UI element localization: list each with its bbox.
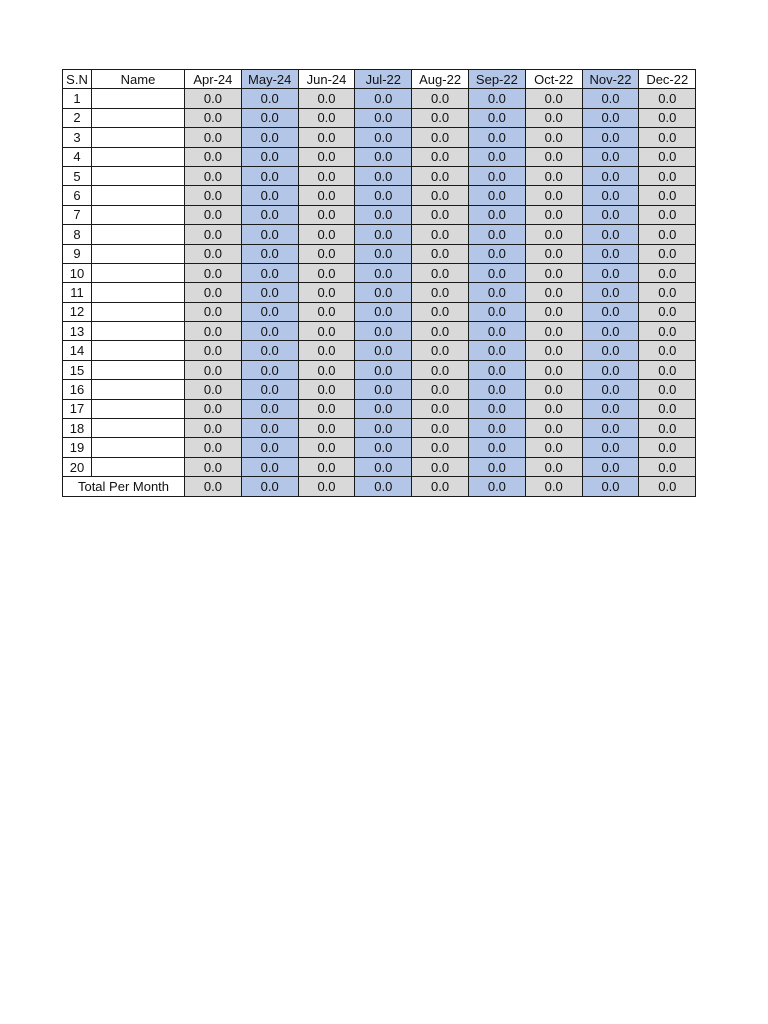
month-header[interactable]: Jul-22	[355, 70, 412, 89]
value-cell[interactable]: 0.0	[468, 108, 525, 127]
table-row	[63, 128, 696, 147]
name-cell[interactable]	[92, 399, 185, 418]
value-cell[interactable]: 0.0	[468, 205, 525, 224]
total-value-cell[interactable]: 0.0	[412, 477, 469, 496]
table-row	[63, 457, 696, 476]
value-cell[interactable]: 0.0	[582, 186, 639, 205]
value-cell[interactable]: 0.0	[355, 438, 412, 457]
value-cell[interactable]: 0.0	[525, 205, 582, 224]
value-cell[interactable]: 0.0	[298, 360, 355, 379]
value-cell[interactable]: 0.0	[468, 360, 525, 379]
value-cell[interactable]: 0.0	[639, 341, 696, 360]
value-cell[interactable]: 0.0	[355, 147, 412, 166]
table-row	[63, 380, 696, 399]
value-cell[interactable]: 0.0	[355, 166, 412, 185]
value-cell[interactable]: 0.0	[582, 263, 639, 282]
value-cell[interactable]: 0.0	[468, 419, 525, 438]
value-cell[interactable]: 0.0	[639, 147, 696, 166]
value-cell[interactable]: 0.0	[185, 108, 242, 127]
value-cell[interactable]: 0.0	[582, 380, 639, 399]
month-header[interactable]: Nov-22	[582, 70, 639, 89]
value-cell[interactable]: 0.0	[468, 341, 525, 360]
value-cell[interactable]: 0.0	[185, 419, 242, 438]
sn-cell[interactable]: 3	[63, 128, 92, 147]
value-cell[interactable]: 0.0	[639, 108, 696, 127]
value-cell[interactable]: 0.0	[412, 186, 469, 205]
value-cell[interactable]: 0.0	[525, 225, 582, 244]
table-row	[63, 263, 696, 282]
value-cell[interactable]: 0.0	[298, 302, 355, 321]
table-row	[63, 108, 696, 127]
value-cell[interactable]: 0.0	[412, 263, 469, 282]
value-cell[interactable]: 0.0	[241, 283, 298, 302]
name-header[interactable]: Name	[92, 70, 185, 89]
total-value-cell[interactable]: 0.0	[468, 477, 525, 496]
name-cell[interactable]	[92, 147, 185, 166]
value-cell[interactable]: 0.0	[185, 283, 242, 302]
value-cell[interactable]: 0.0	[355, 89, 412, 108]
value-cell[interactable]: 0.0	[639, 128, 696, 147]
value-cell[interactable]: 0.0	[582, 166, 639, 185]
name-cell[interactable]	[92, 380, 185, 399]
value-cell[interactable]: 0.0	[185, 186, 242, 205]
sn-cell[interactable]: 2	[63, 108, 92, 127]
value-cell[interactable]: 0.0	[241, 457, 298, 476]
value-cell[interactable]: 0.0	[525, 302, 582, 321]
name-cell[interactable]	[92, 457, 185, 476]
value-cell[interactable]: 0.0	[412, 438, 469, 457]
sn-cell[interactable]: 8	[63, 225, 92, 244]
sn-cell[interactable]: 16	[63, 380, 92, 399]
value-cell[interactable]: 0.0	[639, 244, 696, 263]
value-cell[interactable]: 0.0	[582, 322, 639, 341]
value-cell[interactable]: 0.0	[582, 225, 639, 244]
value-cell[interactable]: 0.0	[412, 419, 469, 438]
value-cell[interactable]: 0.0	[468, 322, 525, 341]
value-cell[interactable]: 0.0	[355, 302, 412, 321]
value-cell[interactable]: 0.0	[525, 380, 582, 399]
table-row	[63, 166, 696, 185]
name-cell[interactable]	[92, 166, 185, 185]
value-cell[interactable]: 0.0	[241, 108, 298, 127]
table-row	[63, 419, 696, 438]
value-cell[interactable]: 0.0	[468, 128, 525, 147]
total-value-cell[interactable]: 0.0	[582, 477, 639, 496]
value-cell[interactable]: 0.0	[639, 399, 696, 418]
sn-cell[interactable]: 13	[63, 322, 92, 341]
name-cell[interactable]	[92, 205, 185, 224]
value-cell[interactable]: 0.0	[582, 360, 639, 379]
value-cell[interactable]: 0.0	[298, 283, 355, 302]
value-cell[interactable]: 0.0	[185, 322, 242, 341]
table-row	[63, 302, 696, 321]
name-cell[interactable]	[92, 283, 185, 302]
table-row	[63, 341, 696, 360]
value-cell[interactable]: 0.0	[298, 399, 355, 418]
value-cell[interactable]: 0.0	[525, 166, 582, 185]
value-cell[interactable]: 0.0	[412, 380, 469, 399]
value-cell[interactable]: 0.0	[525, 89, 582, 108]
value-cell[interactable]: 0.0	[241, 419, 298, 438]
month-header[interactable]: Jun-24	[298, 70, 355, 89]
sn-cell[interactable]: 15	[63, 360, 92, 379]
value-cell[interactable]: 0.0	[298, 322, 355, 341]
sn-cell[interactable]: 17	[63, 399, 92, 418]
value-cell[interactable]: 0.0	[241, 341, 298, 360]
value-cell[interactable]: 0.0	[298, 128, 355, 147]
header-row	[63, 70, 696, 89]
table-row	[63, 322, 696, 341]
name-cell[interactable]	[92, 244, 185, 263]
value-cell[interactable]: 0.0	[639, 302, 696, 321]
value-cell[interactable]: 0.0	[241, 380, 298, 399]
value-cell[interactable]: 0.0	[525, 399, 582, 418]
month-header[interactable]: Sep-22	[468, 70, 525, 89]
total-value-cell[interactable]: 0.0	[241, 477, 298, 496]
value-cell[interactable]: 0.0	[185, 147, 242, 166]
value-cell[interactable]: 0.0	[582, 108, 639, 127]
value-cell[interactable]: 0.0	[468, 399, 525, 418]
value-cell[interactable]: 0.0	[639, 186, 696, 205]
value-cell[interactable]: 0.0	[582, 341, 639, 360]
table-row	[63, 205, 696, 224]
value-cell[interactable]: 0.0	[582, 438, 639, 457]
value-cell[interactable]: 0.0	[241, 128, 298, 147]
total-value-cell[interactable]: 0.0	[355, 477, 412, 496]
value-cell[interactable]: 0.0	[525, 322, 582, 341]
value-cell[interactable]: 0.0	[185, 166, 242, 185]
value-cell[interactable]: 0.0	[185, 457, 242, 476]
value-cell[interactable]: 0.0	[298, 147, 355, 166]
value-cell[interactable]: 0.0	[355, 341, 412, 360]
sn-cell[interactable]: 20	[63, 457, 92, 476]
value-cell[interactable]: 0.0	[468, 225, 525, 244]
month-header[interactable]: Apr-24	[185, 70, 242, 89]
value-cell[interactable]: 0.0	[412, 341, 469, 360]
value-cell[interactable]: 0.0	[241, 147, 298, 166]
value-cell[interactable]: 0.0	[639, 438, 696, 457]
value-cell[interactable]: 0.0	[298, 263, 355, 282]
value-cell[interactable]: 0.0	[241, 399, 298, 418]
value-cell[interactable]: 0.0	[639, 263, 696, 282]
table-row	[63, 225, 696, 244]
name-cell[interactable]	[92, 438, 185, 457]
value-cell[interactable]: 0.0	[185, 302, 242, 321]
value-cell[interactable]: 0.0	[298, 244, 355, 263]
sn-cell[interactable]: 12	[63, 302, 92, 321]
name-cell[interactable]	[92, 128, 185, 147]
value-cell[interactable]: 0.0	[412, 322, 469, 341]
total-value-cell[interactable]: 0.0	[185, 477, 242, 496]
sn-cell[interactable]: 18	[63, 419, 92, 438]
value-cell[interactable]: 0.0	[525, 360, 582, 379]
table-row	[63, 89, 696, 108]
sn-cell[interactable]: 7	[63, 205, 92, 224]
name-cell[interactable]	[92, 419, 185, 438]
value-cell[interactable]: 0.0	[639, 457, 696, 476]
total-label[interactable]: Total Per Month	[63, 477, 185, 496]
value-cell[interactable]: 0.0	[355, 322, 412, 341]
table-row	[63, 244, 696, 263]
value-cell[interactable]: 0.0	[412, 147, 469, 166]
value-cell[interactable]: 0.0	[241, 360, 298, 379]
sn-cell[interactable]: 14	[63, 341, 92, 360]
value-cell[interactable]: 0.0	[639, 166, 696, 185]
sn-cell[interactable]: 19	[63, 438, 92, 457]
value-cell[interactable]: 0.0	[298, 419, 355, 438]
value-cell[interactable]: 0.0	[355, 263, 412, 282]
table-row	[63, 186, 696, 205]
value-cell[interactable]: 0.0	[185, 89, 242, 108]
value-cell[interactable]: 0.0	[468, 186, 525, 205]
value-cell[interactable]: 0.0	[525, 244, 582, 263]
value-cell[interactable]: 0.0	[412, 302, 469, 321]
table-row	[63, 147, 696, 166]
value-cell[interactable]: 0.0	[582, 283, 639, 302]
value-cell[interactable]: 0.0	[468, 166, 525, 185]
value-cell[interactable]: 0.0	[468, 283, 525, 302]
value-cell[interactable]: 0.0	[298, 457, 355, 476]
value-cell[interactable]: 0.0	[582, 302, 639, 321]
value-cell[interactable]: 0.0	[639, 380, 696, 399]
total-value-cell[interactable]: 0.0	[639, 477, 696, 496]
name-cell[interactable]	[92, 341, 185, 360]
value-cell[interactable]: 0.0	[525, 457, 582, 476]
sn-cell[interactable]: 5	[63, 166, 92, 185]
value-cell[interactable]: 0.0	[241, 438, 298, 457]
value-cell[interactable]: 0.0	[412, 244, 469, 263]
value-cell[interactable]: 0.0	[468, 302, 525, 321]
name-cell[interactable]	[92, 186, 185, 205]
value-cell[interactable]: 0.0	[185, 438, 242, 457]
value-cell[interactable]: 0.0	[412, 205, 469, 224]
value-cell[interactable]: 0.0	[468, 380, 525, 399]
sn-cell[interactable]: 11	[63, 283, 92, 302]
value-cell[interactable]: 0.0	[355, 457, 412, 476]
value-cell[interactable]: 0.0	[185, 399, 242, 418]
sn-cell[interactable]: 1	[63, 89, 92, 108]
value-cell[interactable]: 0.0	[525, 341, 582, 360]
value-cell[interactable]: 0.0	[241, 166, 298, 185]
sn-cell[interactable]: 6	[63, 186, 92, 205]
value-cell[interactable]: 0.0	[298, 438, 355, 457]
spreadsheet-table	[62, 69, 696, 497]
value-cell[interactable]: 0.0	[298, 341, 355, 360]
value-cell[interactable]: 0.0	[639, 225, 696, 244]
table-row	[63, 360, 696, 379]
sn-cell[interactable]: 4	[63, 147, 92, 166]
value-cell[interactable]: 0.0	[639, 322, 696, 341]
table-row	[63, 283, 696, 302]
value-cell[interactable]: 0.0	[298, 186, 355, 205]
value-cell[interactable]: 0.0	[185, 380, 242, 399]
value-cell[interactable]: 0.0	[525, 283, 582, 302]
value-cell[interactable]: 0.0	[412, 360, 469, 379]
name-cell[interactable]	[92, 89, 185, 108]
value-cell[interactable]: 0.0	[468, 438, 525, 457]
value-cell[interactable]: 0.0	[355, 380, 412, 399]
value-cell[interactable]: 0.0	[468, 147, 525, 166]
value-cell[interactable]: 0.0	[525, 263, 582, 282]
value-cell[interactable]: 0.0	[241, 225, 298, 244]
value-cell[interactable]: 0.0	[412, 128, 469, 147]
value-cell[interactable]: 0.0	[298, 89, 355, 108]
value-cell[interactable]: 0.0	[355, 186, 412, 205]
month-header[interactable]: Oct-22	[525, 70, 582, 89]
name-cell[interactable]	[92, 108, 185, 127]
value-cell[interactable]: 0.0	[355, 399, 412, 418]
value-cell[interactable]: 0.0	[241, 263, 298, 282]
value-cell[interactable]: 0.0	[525, 128, 582, 147]
value-cell[interactable]: 0.0	[185, 244, 242, 263]
value-cell[interactable]: 0.0	[468, 244, 525, 263]
value-cell[interactable]: 0.0	[241, 205, 298, 224]
value-cell[interactable]: 0.0	[355, 419, 412, 438]
name-cell[interactable]	[92, 263, 185, 282]
value-cell[interactable]: 0.0	[355, 108, 412, 127]
value-cell[interactable]: 0.0	[525, 147, 582, 166]
value-cell[interactable]: 0.0	[298, 380, 355, 399]
value-cell[interactable]: 0.0	[298, 225, 355, 244]
month-header[interactable]: May-24	[241, 70, 298, 89]
value-cell[interactable]: 0.0	[639, 205, 696, 224]
value-cell[interactable]: 0.0	[582, 205, 639, 224]
value-cell[interactable]: 0.0	[355, 244, 412, 263]
value-cell[interactable]: 0.0	[525, 419, 582, 438]
total-row	[63, 477, 696, 496]
name-cell[interactable]	[92, 322, 185, 341]
sn-cell[interactable]: 10	[63, 263, 92, 282]
month-header[interactable]: Aug-22	[412, 70, 469, 89]
table-row	[63, 438, 696, 457]
value-cell[interactable]: 0.0	[582, 244, 639, 263]
value-cell[interactable]: 0.0	[468, 89, 525, 108]
value-cell[interactable]: 0.0	[582, 89, 639, 108]
value-cell[interactable]: 0.0	[355, 225, 412, 244]
value-cell[interactable]: 0.0	[582, 128, 639, 147]
value-cell[interactable]: 0.0	[412, 283, 469, 302]
value-cell[interactable]: 0.0	[185, 360, 242, 379]
value-cell[interactable]: 0.0	[639, 283, 696, 302]
value-cell[interactable]: 0.0	[639, 419, 696, 438]
value-cell[interactable]: 0.0	[185, 128, 242, 147]
value-cell[interactable]: 0.0	[185, 341, 242, 360]
value-cell[interactable]: 0.0	[412, 399, 469, 418]
value-cell[interactable]: 0.0	[298, 205, 355, 224]
value-cell[interactable]: 0.0	[355, 283, 412, 302]
value-cell[interactable]: 0.0	[412, 166, 469, 185]
value-cell[interactable]: 0.0	[185, 263, 242, 282]
value-cell[interactable]: 0.0	[241, 89, 298, 108]
sn-cell[interactable]: 9	[63, 244, 92, 263]
month-header[interactable]: Dec-22	[639, 70, 696, 89]
value-cell[interactable]: 0.0	[582, 147, 639, 166]
value-cell[interactable]: 0.0	[355, 128, 412, 147]
value-cell[interactable]: 0.0	[582, 457, 639, 476]
table-row	[63, 399, 696, 418]
name-cell[interactable]	[92, 302, 185, 321]
value-cell[interactable]: 0.0	[639, 89, 696, 108]
value-cell[interactable]: 0.0	[412, 108, 469, 127]
value-cell[interactable]: 0.0	[298, 108, 355, 127]
value-cell[interactable]: 0.0	[468, 263, 525, 282]
value-cell[interactable]: 0.0	[639, 360, 696, 379]
value-cell[interactable]: 0.0	[525, 438, 582, 457]
value-cell[interactable]: 0.0	[185, 205, 242, 224]
value-cell[interactable]: 0.0	[582, 419, 639, 438]
total-value-cell[interactable]: 0.0	[525, 477, 582, 496]
value-cell[interactable]: 0.0	[582, 399, 639, 418]
name-cell[interactable]	[92, 225, 185, 244]
value-cell[interactable]: 0.0	[412, 457, 469, 476]
value-cell[interactable]: 0.0	[241, 322, 298, 341]
name-cell[interactable]	[92, 360, 185, 379]
value-cell[interactable]: 0.0	[525, 108, 582, 127]
value-cell[interactable]: 0.0	[241, 244, 298, 263]
value-cell[interactable]: 0.0	[525, 186, 582, 205]
sn-header[interactable]: S.N	[63, 70, 92, 89]
value-cell[interactable]: 0.0	[412, 89, 469, 108]
value-cell[interactable]: 0.0	[412, 225, 469, 244]
total-value-cell[interactable]: 0.0	[298, 477, 355, 496]
value-cell[interactable]: 0.0	[241, 186, 298, 205]
value-cell[interactable]: 0.0	[241, 302, 298, 321]
value-cell[interactable]: 0.0	[355, 205, 412, 224]
value-cell[interactable]: 0.0	[468, 457, 525, 476]
value-cell[interactable]: 0.0	[185, 225, 242, 244]
value-cell[interactable]: 0.0	[298, 166, 355, 185]
value-cell[interactable]: 0.0	[355, 360, 412, 379]
